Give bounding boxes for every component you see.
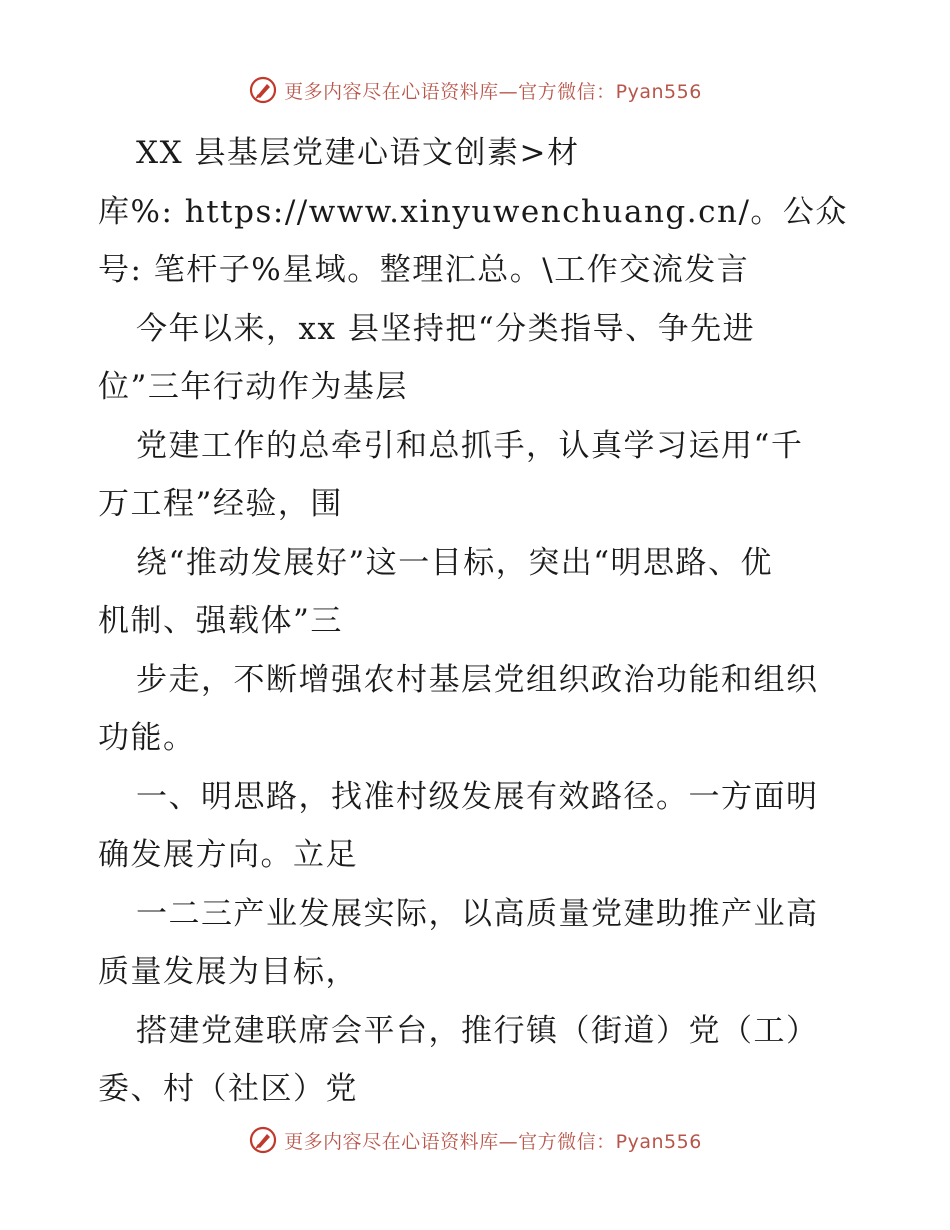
watermark-banner-top xyxy=(0,70,950,110)
text-line: 今年以来，xx 县坚持把“分类指导、争先进 xyxy=(136,310,756,347)
text-line: 绕“推动发展好”这一目标，突出“明思路、优 xyxy=(136,544,774,581)
text-line: 库%: https://www.xinyuwenchuang.cn/。公众 xyxy=(98,193,848,230)
text-line: 功能。 xyxy=(98,720,196,756)
text-line: 位”三年行动作为基层 xyxy=(98,369,408,405)
text-line: 步走，不断增强农村基层党组织政治功能和组织 xyxy=(136,661,819,698)
document-body xyxy=(98,124,858,1119)
text-line: 党建工作的总牵引和总抓手，认真学习运用“千 xyxy=(136,427,804,464)
text-line: 委、村（社区）党 xyxy=(98,1071,358,1107)
watermark-text: 更多内容尽在心语资料库—官方微信：Pyan556 xyxy=(284,1130,702,1153)
text-line: 搭建党建联席会平台，推行镇（街道）党（工） xyxy=(136,1012,819,1049)
text-line: 一二三产业发展实际，以高质量党建助推产业高 xyxy=(136,895,819,932)
text-line: 号: 笔杆子%星域。整理汇总。\工作交流发言 xyxy=(98,252,750,288)
text-line: 一、明思路，找准村级发展有效路径。一方面明 xyxy=(136,778,819,815)
text-line: 万工程”经验，围 xyxy=(98,486,343,522)
text-line: 机制、强载体”三 xyxy=(98,603,343,639)
text-line: 质量发展为目标， xyxy=(98,954,358,990)
text-line: 确发展方向。立足 xyxy=(98,837,358,873)
watermark-text: 更多内容尽在心语资料库—官方微信：Pyan556 xyxy=(284,80,702,103)
pen-nib-logo-icon xyxy=(248,75,278,105)
watermark-banner-bottom xyxy=(0,1120,950,1160)
text-line: XX 县基层党建心语文创素>材 xyxy=(136,135,580,171)
pen-nib-logo-icon xyxy=(248,1125,278,1155)
